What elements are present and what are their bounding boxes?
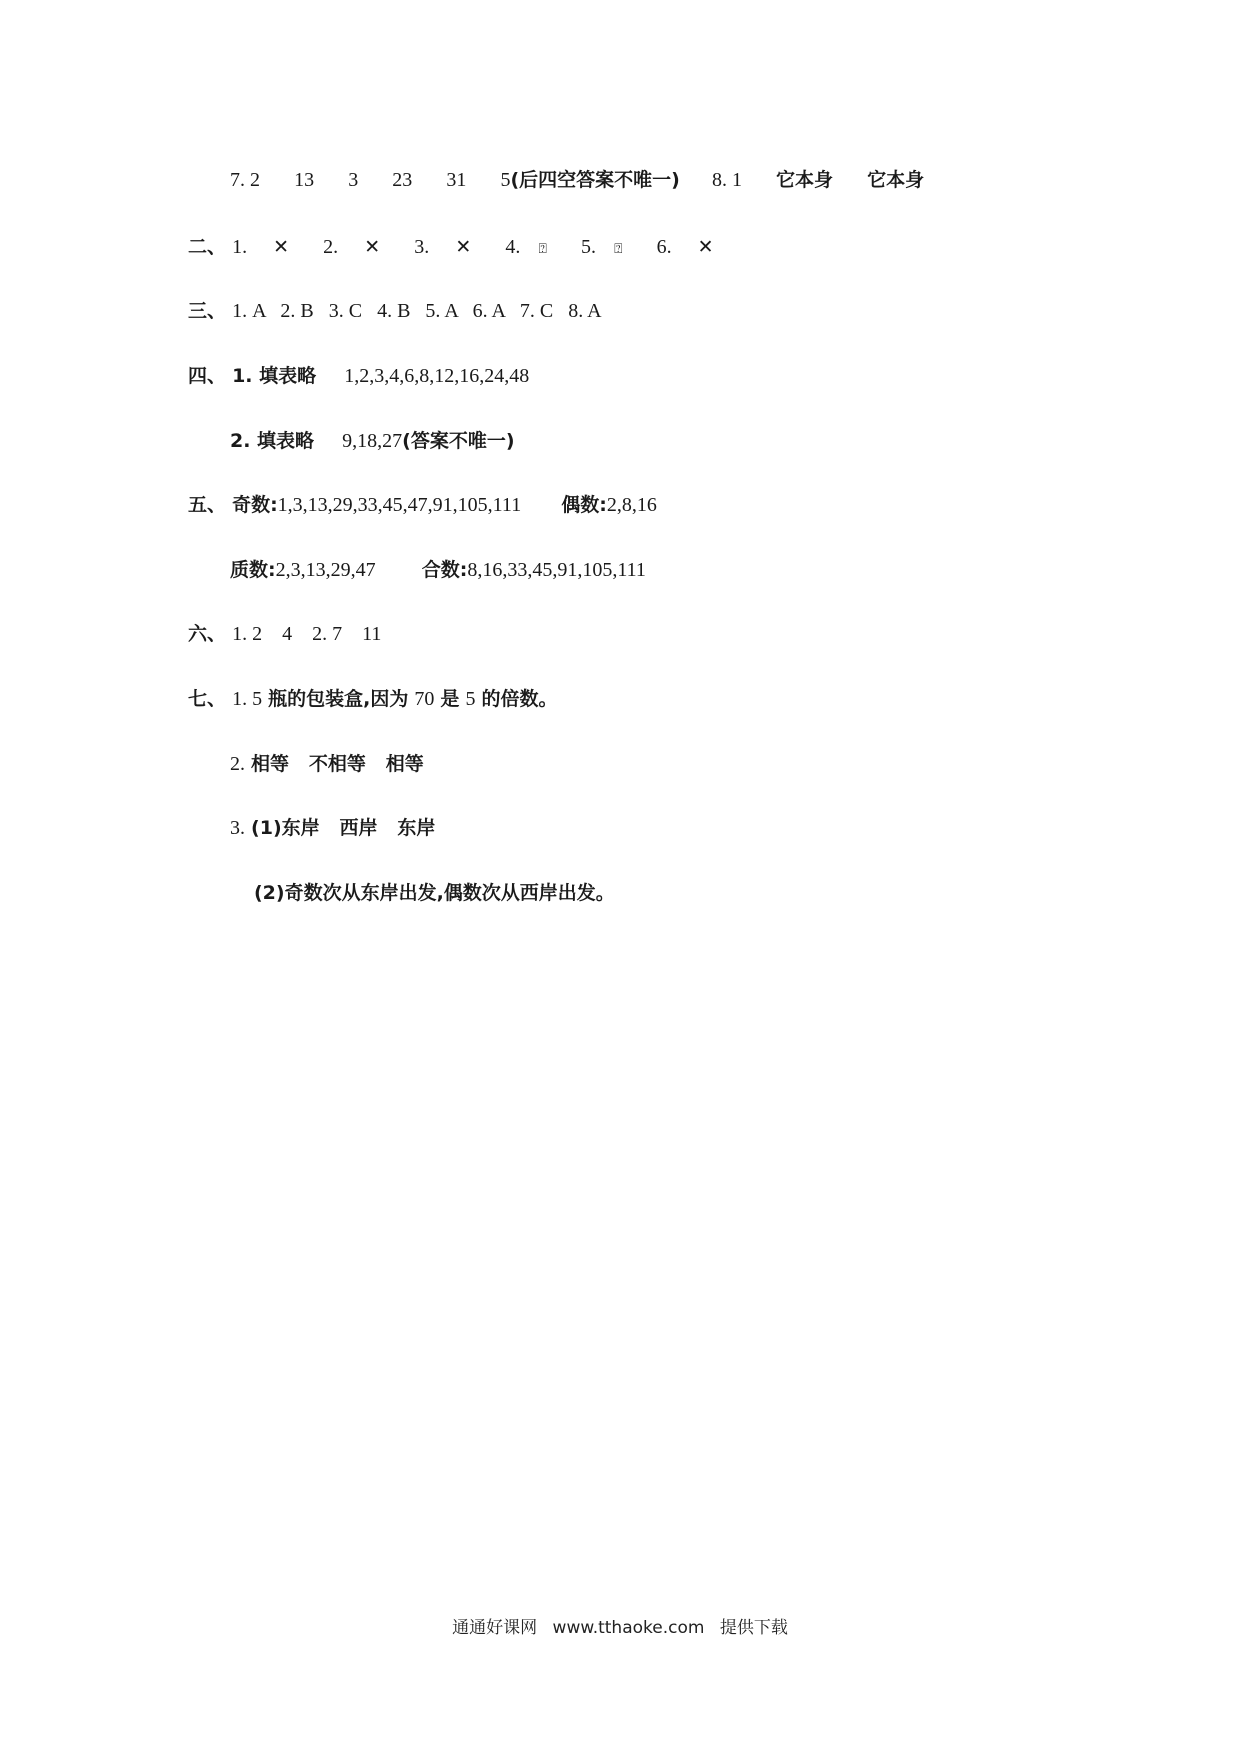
item-5-number: 5.: [580, 236, 596, 258]
answer-8-value-1: 它本身: [776, 169, 834, 191]
answer-row-5: [230, 428, 515, 454]
answer-row-10: [230, 751, 424, 777]
section-four-heading: 四、: [188, 365, 227, 387]
section-seven-item-3-part-1: (1)东岸 西岸 东岸: [251, 817, 436, 839]
section-four-item-2-label: 2. 填表略: [230, 430, 315, 452]
answer-row-9: [188, 686, 558, 712]
answer-row-3: [188, 298, 602, 324]
section-seven-item-1-c: 70: [414, 688, 435, 710]
answer-row-11: [230, 815, 435, 841]
section-three-heading: 三、: [188, 300, 227, 322]
item-6-mark: ✕: [697, 236, 714, 258]
item-6-number: 6.: [656, 236, 672, 258]
section-seven-item-1-b: 瓶的包装盒,因为: [268, 688, 409, 710]
section-two-heading: 二、: [188, 236, 227, 258]
odd-values: 1,3,13,29,33,45,47,91,105,111: [277, 494, 522, 516]
item-2-mark: ✕: [364, 236, 381, 258]
prime-label: 质数:: [230, 559, 276, 581]
section-four-item-1-label: 1. 填表略: [232, 365, 317, 387]
section-five-heading: 五、: [188, 494, 227, 516]
answer-7-value-5: 31: [446, 169, 467, 191]
odd-label: 奇数:: [232, 494, 278, 516]
footer-action: 提供下载: [719, 1618, 788, 1638]
section-seven-item-1-f: 的倍数。: [481, 688, 558, 710]
section-four-item-2-values: 9,18,27: [342, 430, 403, 452]
answer-7-value-2: 13: [294, 169, 315, 191]
answer-row-7: [230, 557, 646, 583]
section-seven-item-1-d: 是: [440, 688, 460, 710]
composite-label: 合数:: [421, 559, 468, 581]
answer-row-6: [188, 492, 657, 518]
section-seven-item-3-part-2: (2)奇数次从东岸出发,偶数次从西岸出发。: [254, 882, 615, 904]
answer-7-note: (后四空答案不唯一): [510, 169, 680, 191]
section-seven-item-1-e: 5: [465, 688, 476, 710]
section-six-answers: 1. 2 4 2. 7 11: [232, 623, 382, 645]
answer-row-8: [188, 621, 381, 647]
answer-8-value-2: 它本身: [867, 169, 925, 191]
section-three-answers: 1. A 2. B 3. C 4. B 5. A 6. A 7. C 8. A: [232, 300, 602, 322]
section-seven-item-1-a: 1. 5: [232, 688, 263, 710]
answer-row-1: [230, 167, 924, 193]
answer-7-value-4: 23: [392, 169, 413, 191]
item-3-mark: ✕: [455, 236, 472, 258]
section-four-item-2-note: (答案不唯一): [402, 430, 515, 452]
item-1-mark: ✕: [273, 236, 290, 258]
section-six-heading: 六、: [188, 623, 227, 645]
section-seven-item-2-text: 相等 不相等 相等: [251, 753, 424, 775]
section-seven-item-3-label: 3.: [230, 817, 245, 839]
prime-values: 2,3,13,29,47: [275, 559, 376, 581]
answer-row-4: [188, 363, 529, 389]
item-4-mark: ⍰: [538, 241, 547, 257]
item-1-number: 1.: [232, 236, 248, 258]
answer-7-label: 7. 2: [230, 169, 260, 191]
item-4-number: 4.: [505, 236, 521, 258]
footer-site-name: 通通好课网: [452, 1618, 538, 1638]
even-values: 2,8,16: [606, 494, 657, 516]
answer-7-value-6: 5: [500, 169, 511, 191]
composite-values: 8,16,33,45,91,105,111: [467, 559, 646, 581]
section-seven-item-2-label: 2.: [230, 753, 245, 775]
answer-row-12: [254, 880, 615, 906]
answer-8-label: 8. 1: [711, 169, 742, 191]
item-2-number: 2.: [323, 236, 339, 258]
item-3-number: 3.: [414, 236, 430, 258]
even-label: 偶数:: [561, 494, 607, 516]
answer-7-value-3: 3: [348, 169, 359, 191]
footer-url-link[interactable]: www.tthaoke.com: [552, 1618, 705, 1638]
item-5-mark: ⍰: [614, 241, 623, 257]
answer-row-2: [188, 234, 714, 262]
section-four-item-1-values: 1,2,3,4,6,8,12,16,24,48: [344, 365, 530, 387]
page-footer: [0, 1613, 1240, 1638]
section-seven-heading: 七、: [188, 688, 227, 710]
